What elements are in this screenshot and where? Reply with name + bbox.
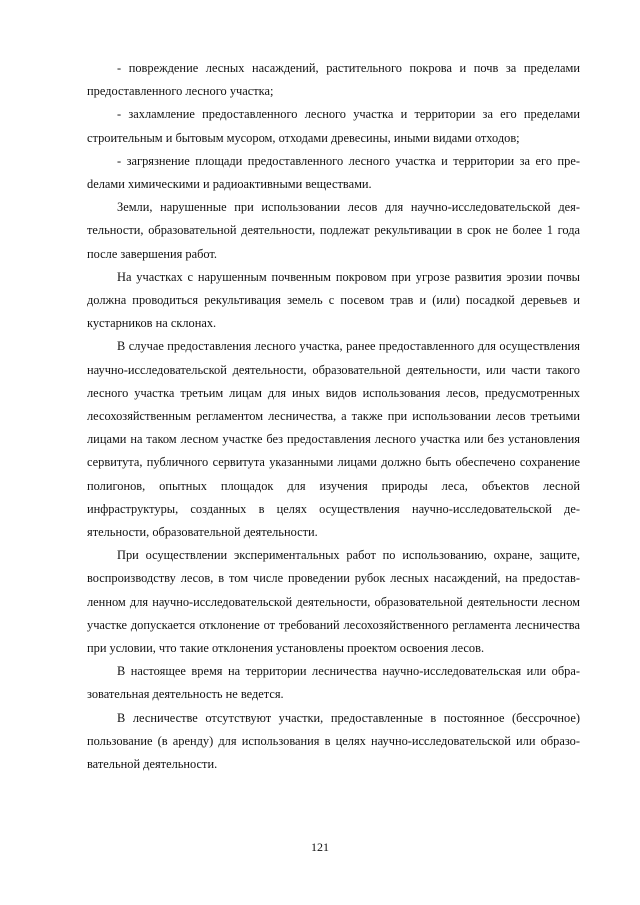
paragraph-third-parties: В случае предоставления лесного участка, ранее предоставленного для осуществления научно-исследовательской деятельности, образовательной деятельности, или части такого лесного участка третьим лицам для иных видов использования лесов, предусмотренных лесохозяйственным регламентом лесничества, а также при использовании лесов третьими лицами на таком лесном участке без предоставления лесного участка или без установления сервитута, публичного сервитута указанными лицами должно быть обеспечено сохранение полигонов, опытных площадок для изучения природы леса, объектов лесной инфраструктуры, созданных в целях осуществления научно-исследовательской деятельности, образовательной деятельности. bbox=[87, 339, 580, 540]
paragraph-recultivation-term: Земли, нарушенные при использовании лесов для научно-исследовательской деятельности, образовательной деятельности, подлежат рекультивации в срок не более 1 года после завершения работ. bbox=[87, 200, 580, 261]
paragraph-current-status: В настоящее время на территории лесничества научно-исследовательская или образовательная деятельность не ведется. bbox=[87, 664, 580, 702]
paragraph-pollution: - загрязнение площади предоставленного лесного участка и территории за его преdелами химическими и радиоактивными веществами. bbox=[87, 153, 580, 192]
paragraph-no-plots: В лесничестве отсутствуют участки, предоставленные в постоянное (бессрочное) пользование (в аренду) для использования в целях научно-исследовательской или образовательной деятельности. bbox=[87, 710, 580, 772]
paragraph-erosion: На участках с нарушенным почвенным покровом при угрозе развития эрозии почвы должна проводиться рекультивация земель с посевом трав и (или) посадкой деревьев и кустарников на склонах. bbox=[87, 269, 580, 331]
paragraph-experimental-works: При осуществлении экспериментальных работ по использованию, охране, защите, воспроизводству лесов, в том числе проведении рубок лесных насаждений, на предоставленном для научно-исследовательской деятельности, образовательной деятельности лесном участке допускается отклонение от требований лесохозяйственного регламента лесничества при условии, что такие отклонения установлены проектом освоения лесов. bbox=[87, 548, 580, 656]
document-page bbox=[87, 57, 580, 776]
paragraph-damage-plantings: - повреждение лесных насаждений, растительного покрова и почв за пределами предоставленного лесного участка; bbox=[87, 61, 580, 99]
page-number: 121 bbox=[311, 840, 329, 854]
paragraph-littering: - захламление предоставленного лесного участка и территории за его пределами строительным и бытовым мусором, отходами древесины, иными видами отходов; bbox=[87, 107, 580, 145]
